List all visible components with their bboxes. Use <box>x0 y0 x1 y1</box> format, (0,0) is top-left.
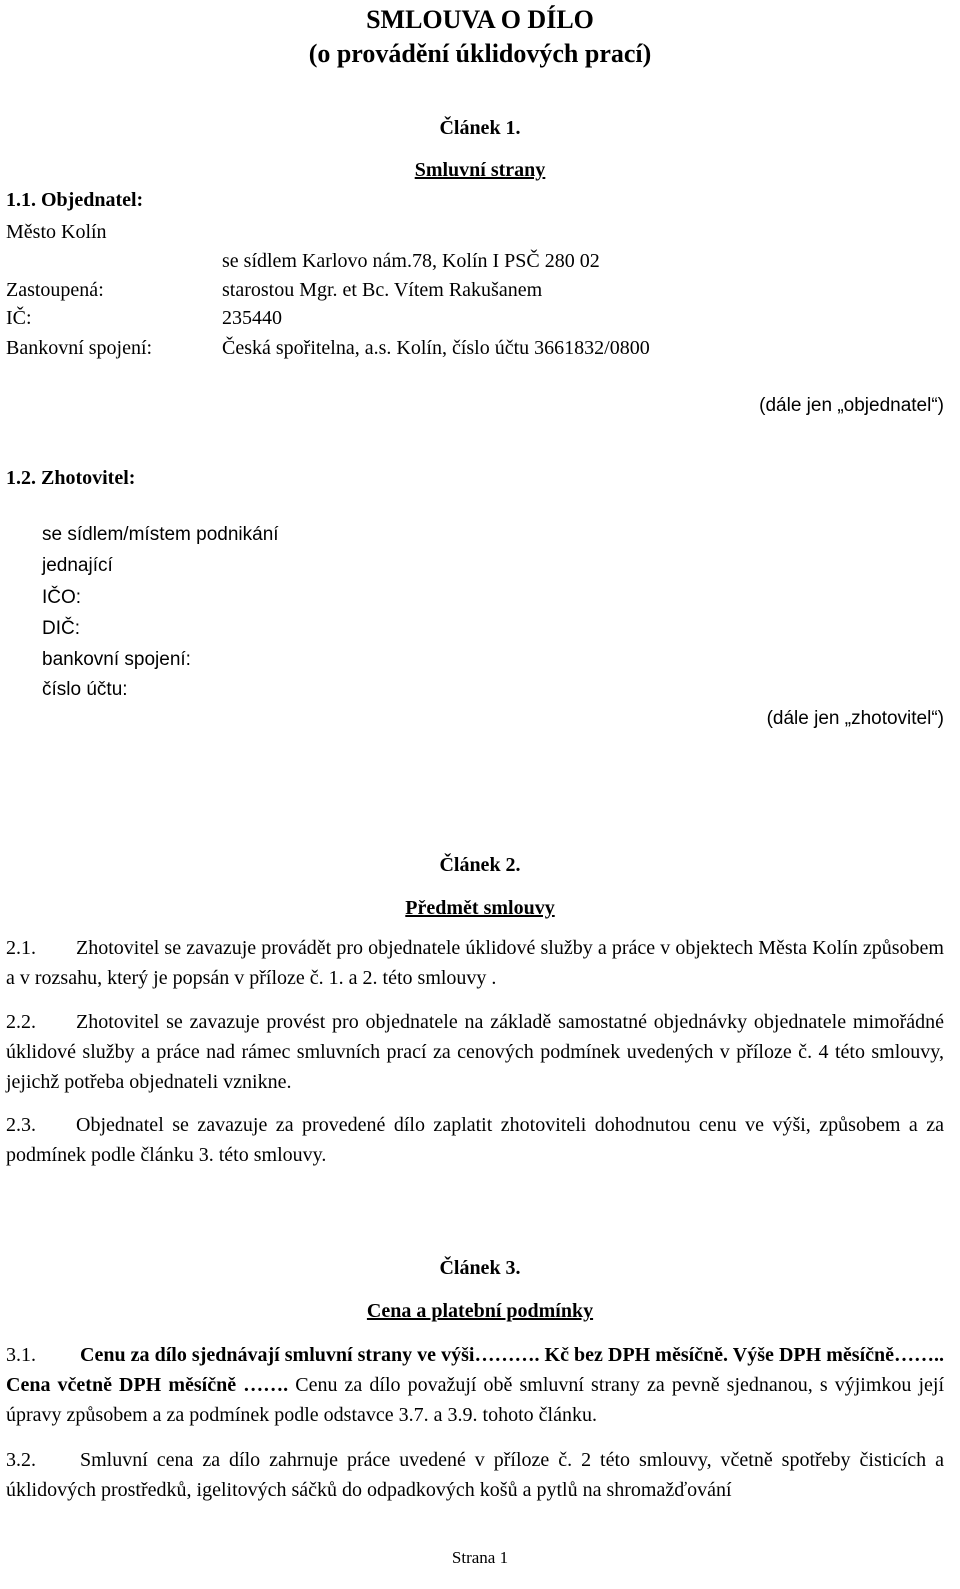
contractor-field-seat: se sídlem/místem podnikání <box>42 524 279 545</box>
client-rep-value: starostou Mgr. et Bc. Vítem Rakušanem <box>222 279 543 301</box>
contractor-field-ico: IČO: <box>42 587 82 608</box>
article-2-heading: Článek 2. <box>439 854 521 876</box>
paragraph-number: 2.3. <box>6 1114 36 1136</box>
paragraph-number: 2.1. <box>6 937 36 959</box>
article-2-subheading: Předmět smlouvy <box>405 897 555 919</box>
client-name: Město Kolín <box>6 221 107 243</box>
paragraph-3-1 <box>6 1340 944 1430</box>
client-bank-value: Česká spořitelna, a.s. Kolín, číslo účtu 3661832/0800 <box>222 337 650 359</box>
client-section-label: 1.1. Objednatel: <box>6 189 144 211</box>
client-ic-label: IČ: <box>6 307 32 329</box>
paragraph-text: Cenu za dílo považují obě smluvní strany za pevně sjednanou, s výjimkou její úpravy způsobem a za podmínek podle odstavce 3.7. a 3.9. tohoto článku. <box>6 1374 945 1426</box>
client-note: (dále jen „objednatel“) <box>759 395 944 416</box>
contractor-field-acting: jednající <box>42 555 113 576</box>
document-title: SMLOUVA O DÍLO <box>366 5 594 34</box>
paragraph-2-3 <box>6 1110 944 1170</box>
client-rep-label: Zastoupená: <box>6 279 104 301</box>
paragraph-number: 3.1. <box>6 1344 36 1366</box>
contractor-note: (dále jen „zhotovitel“) <box>766 708 944 729</box>
article-3-heading: Článek 3. <box>439 1257 521 1279</box>
paragraph-text: Objednatel se zavazuje za provedené dílo zaplatit zhotoviteli dohodnutou cenu ve výši, způsobem a za podmínek podle článku 3. této smlouvy. <box>6 1114 944 1166</box>
paragraph-text: Smluvní cena za dílo zahrnuje práce uvedené v příloze č. 2 této smlouvy, včetně spotřeby čisticích a úklidových prostředků, igelitových sáčků do odpadkových košů a pytlů na shromažďování <box>6 1449 944 1501</box>
paragraph-3-2 <box>6 1445 944 1505</box>
page-number: Strana 1 <box>451 1548 509 1567</box>
document-subtitle: (o provádění úklidových prací) <box>308 39 652 68</box>
client-seat: se sídlem Karlovo nám.78, Kolín I PSČ 280 02 <box>222 250 600 272</box>
client-bank-label: Bankovní spojení: <box>6 337 153 359</box>
paragraph-2-2 <box>6 1007 944 1097</box>
article-1-heading: Článek 1. <box>439 117 521 139</box>
article-1-subheading: Smluvní strany <box>414 159 546 181</box>
price-statement: Cenu za dílo sjednávají smluvní strany ve výši………. Kč bez DPH měsíčně. Výše DPH měsíčně…….. Cena včetně DPH měsíčně ……. <box>6 1344 944 1396</box>
paragraph-2-1 <box>6 933 944 993</box>
contractor-field-dic: DIČ: <box>42 618 80 639</box>
paragraph-text: Zhotovitel se zavazuje provést pro objednatele na základě samostatné objednávky objednatele mimořádné úklidové služby a práce nad rámec smluvních prací za cenových podmínek uvedených v příloze č. 4 této smlouvy, jejichž potřeba objednateli vznikne. <box>6 1011 944 1093</box>
paragraph-text: Zhotovitel se zavazuje provádět pro objednatele úklidové služby a práce v objektech Města Kolín způsobem a v rozsahu, který je popsán v příloze č. 1. a 2. této smlouvy . <box>6 937 944 989</box>
article-3-subheading: Cena a platební podmínky <box>366 1300 594 1322</box>
client-ic-value: 235440 <box>222 307 282 329</box>
contractor-field-account: číslo účtu: <box>42 679 128 700</box>
contractor-section-label: 1.2. Zhotovitel: <box>6 467 136 489</box>
paragraph-number: 3.2. <box>6 1449 36 1471</box>
paragraph-number: 2.2. <box>6 1011 36 1033</box>
contractor-field-bank: bankovní spojení: <box>42 649 191 670</box>
